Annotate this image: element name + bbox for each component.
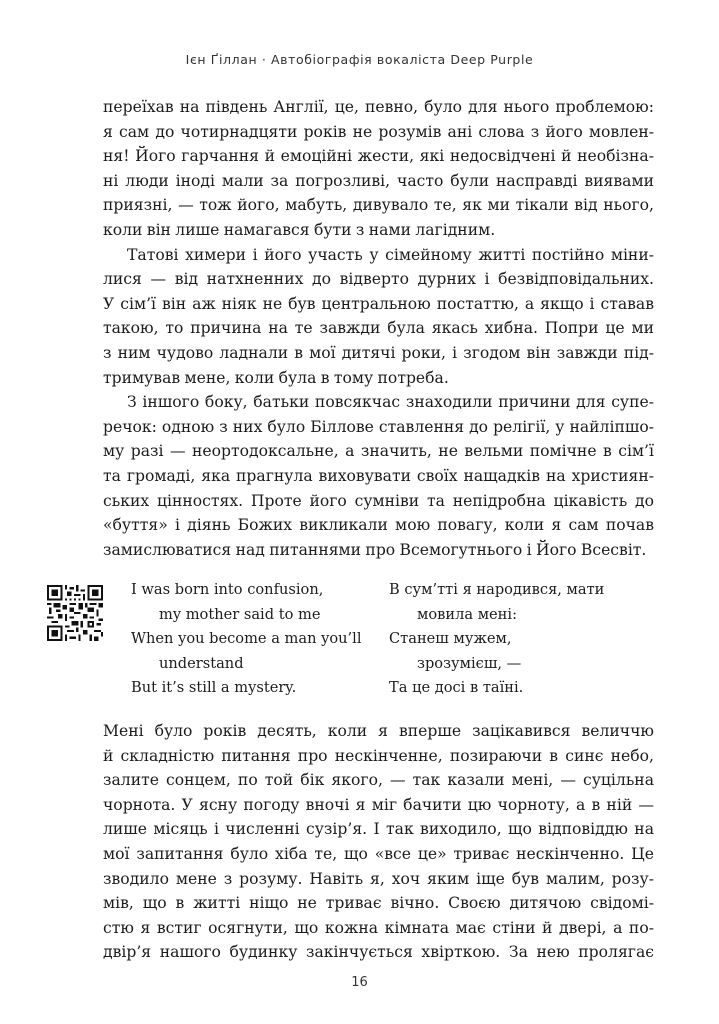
poem-line: Станеш мужем, xyxy=(389,630,512,648)
poem-line: But it’s still a mystery. xyxy=(131,679,297,697)
text-line: стю я встиг осягнути, що кожна кімната має стіни й двері, а по- xyxy=(103,918,654,937)
text-line: речок: одною з них було Біллове ставлення до релігії, у найліпшо- xyxy=(103,417,654,436)
text-line: мів, що в житті ніщо не триває вічно. Своєю дитячою свідомі- xyxy=(103,894,654,913)
body-text-top xyxy=(103,95,654,562)
text-line: двір’я нашого будинку закінчується хвірткою. За нею пролягає xyxy=(103,943,654,962)
text-line: я сам до чотирнадцяти років не розумів ані слова з його мовлен- xyxy=(103,122,654,141)
body-text-bottom xyxy=(103,719,654,965)
text-line: тримував мене, коли була в тому потреба. xyxy=(103,368,449,387)
text-line: та громаді, яка прагнула виховувати своїх нащадків на християн- xyxy=(103,466,654,485)
text-line: залите сонцем, по той бік якого, — так казали мені, — суцільна xyxy=(103,771,654,790)
text-line: коли він лише намагався бути з нами лагідним. xyxy=(103,220,496,239)
text-line: з ним чудово ладнали в мої дитячі роки, і згодом він завжди під- xyxy=(103,343,654,362)
text-line: такою, то причина на те завжди була якась хибна. Попри це ми xyxy=(103,319,654,338)
poem-line: В сум’тті я народився, мати xyxy=(389,581,605,598)
poem-line: I was born into confusion, xyxy=(131,581,324,598)
poem-line: зрозумієш, — xyxy=(417,654,522,672)
text-line: Татові химери і його участь у сімейному житті постійно міни- xyxy=(127,245,654,264)
text-line: У сім’ї він аж ніяк не був центральною постаттю, а якщо і ставав xyxy=(103,294,654,313)
text-line: зводило мене з розуму. Навіть я, хоч яким іще був малим, розу- xyxy=(103,869,654,888)
poem-line: my mother said to me xyxy=(159,605,321,623)
text-line: З іншого боку, батьки повсякчас знаходили причини для супе- xyxy=(127,393,654,412)
text-line: приязні, — тож його, мабуть, дивувало те, як ми тікали від нього, xyxy=(103,196,654,215)
running-header: Ієн Ґіллан · Автобіографія вокаліста Deep Purple xyxy=(185,52,534,67)
text-line: Мені було років десять, коли я вперше зацікавився величчю xyxy=(103,722,654,740)
text-line: ських цінностях. Проте його сумніви та непідробна цікавість до xyxy=(103,491,654,510)
text-line: «буття» і діянь Божих викликали мою повагу, коли я сам почав xyxy=(103,516,654,535)
text-line: ня! Його гарчання й емоційні жести, які недосвідчені й необізна- xyxy=(103,147,654,166)
poem-english xyxy=(131,578,362,701)
qr-code-icon[interactable] xyxy=(47,585,103,641)
text-line: лися — від натхненних до відверто дурних і безвідповідальних. xyxy=(103,270,654,289)
text-line: ні люди іноді мали за погрозливі, часто були насправді виявами xyxy=(103,171,654,190)
text-line: переїхав на південь Англії, це, певно, було для нього проблемою: xyxy=(103,98,654,116)
text-line: замислюватися над питаннями про Всемогутнього і Його Всесвіт. xyxy=(103,540,647,559)
page-number: 16 xyxy=(351,975,368,990)
poem-line: When you become a man you’ll xyxy=(131,630,362,648)
text-line: му разі — неортодоксальне, а значить, не вельми помічне в сім’ї xyxy=(103,442,654,461)
text-line: й складністю питання про нескінченне, позираючи в синє небо, xyxy=(103,746,654,765)
poem-ukrainian xyxy=(389,578,604,701)
poem-line: мовила мені: xyxy=(417,605,517,623)
text-line: лише місяць і численні сузір’я. І так виходило, що відповіддю на xyxy=(103,820,654,839)
poem-line: Та це досі в таїні. xyxy=(389,679,524,697)
poem-line: understand xyxy=(159,654,244,672)
text-line: мої запитання було хіба те, що «все це» триває нескінченно. Це xyxy=(103,844,654,863)
text-line: чорнота. У ясну погоду вночі я міг бачити цю чорноту, а в ній — xyxy=(103,795,654,814)
